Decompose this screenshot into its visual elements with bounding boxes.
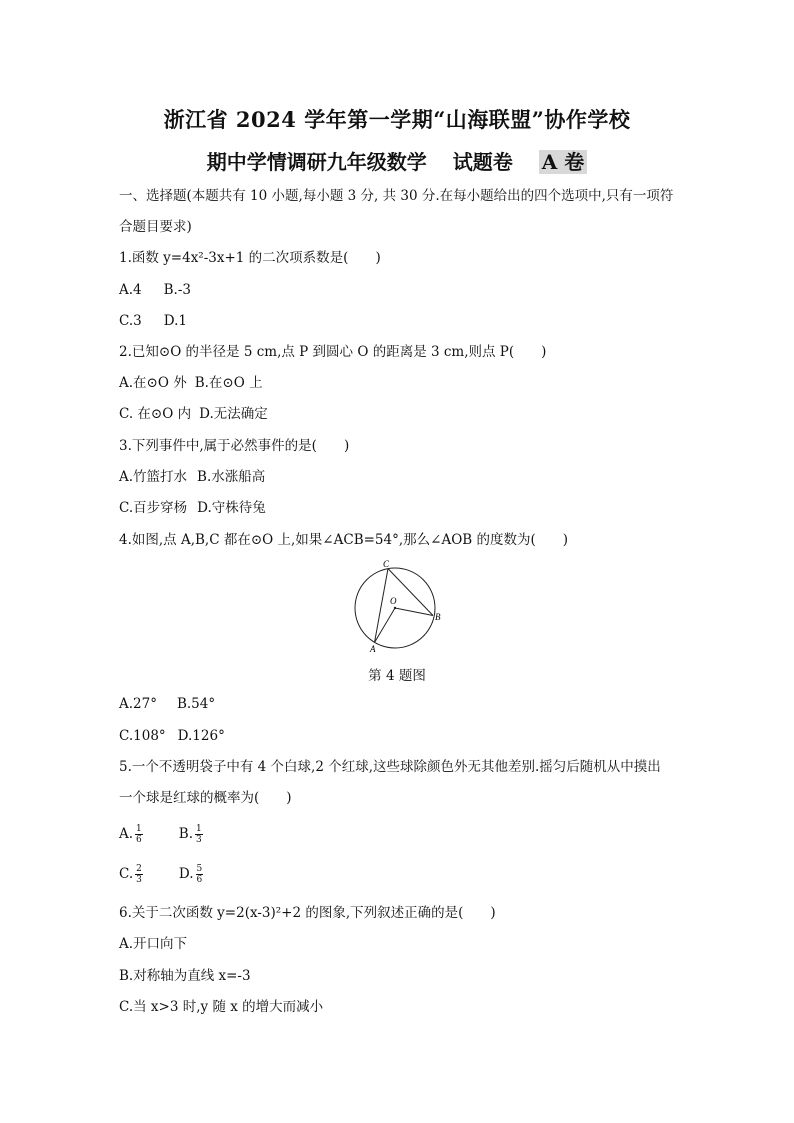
q4-options-row2 (119, 727, 225, 745)
q1-option-b: B.-3 (163, 282, 192, 298)
fraction-numerator: 1 (196, 824, 202, 834)
fraction-denominator: 3 (136, 875, 142, 885)
subtitle-main: 期中学情调研九年级数学 (206, 150, 427, 174)
q5-option-a-fraction (135, 824, 143, 845)
q5-option-b-fraction (195, 824, 203, 845)
q5-options-row1 (119, 824, 203, 845)
label-b: B (435, 612, 441, 622)
q3-option-b: B.水涨船高 (197, 469, 266, 485)
fraction-numerator: 2 (136, 864, 142, 874)
q3-option-c: C.百步穿杨 (119, 500, 188, 516)
q5-option-c (119, 864, 143, 885)
label-o: O (390, 596, 397, 606)
center-point (394, 607, 396, 609)
q1-option-d: D.1 (163, 313, 187, 329)
fraction-numerator: 5 (196, 864, 203, 874)
q5-option-d-fraction (196, 864, 204, 885)
q4-option-c: C.108° (119, 728, 166, 744)
q4-figure-caption: 第 4 题图 (368, 668, 426, 684)
q2-option-b: B.在⊙O 上 (194, 375, 263, 391)
q3-stem: 3.下列事件中,属于必然事件的是( ) (119, 438, 350, 454)
q4-circle-figure (345, 558, 445, 658)
q2-option-c: C. 在⊙O 内 (119, 406, 192, 422)
label-c: C (383, 559, 390, 569)
q4-options-row1 (119, 695, 215, 713)
q5-option-c-fraction (135, 864, 143, 885)
fraction-denominator: 6 (136, 835, 142, 845)
q1-stem: 1.函数 y=4x²-3x+1 的二次项系数是( ) (119, 250, 381, 266)
q2-option-a: A.在⊙O 外 (119, 375, 187, 391)
q5-options-row2 (119, 864, 203, 885)
q2-options-row1 (119, 374, 263, 392)
subtitle-part: 试题卷 (452, 150, 513, 174)
q5-option-b (179, 824, 203, 845)
paper-version-tag: A 卷 (539, 150, 587, 174)
q6-option-b: B.对称轴为直线 x=-3 (119, 968, 251, 984)
fraction-numerator: 1 (136, 824, 142, 834)
q1-options-row1 (119, 281, 191, 299)
q6-stem: 6.关于二次函数 y=2(x-3)²+2 的图象,下列叙述正确的是( ) (119, 905, 496, 921)
q3-options-row2 (119, 499, 266, 517)
exam-title: 浙江省 2024 学年第一学期“山海联盟”协作学校 (163, 107, 631, 132)
q5-option-a (119, 824, 143, 845)
q4-stem: 4.如图,点 A,B,C 都在⊙O 上,如果∠ACB=54°,那么∠AOB 的度数为( ) (119, 532, 569, 548)
q6-option-a: A.开口向下 (119, 936, 188, 952)
q1-option-a: A.4 (119, 282, 142, 298)
q2-stem: 2.已知⊙O 的半径是 5 cm,点 P 到圆心 O 的距离是 3 cm,则点 P( ) (119, 344, 547, 360)
fraction-denominator: 6 (196, 875, 203, 885)
q3-option-a: A.竹篮打水 (119, 469, 188, 485)
q6-option-c: C.当 x>3 时,y 随 x 的增大而减小 (119, 999, 324, 1015)
q1-options-row2 (119, 312, 187, 330)
q1-option-c: C.3 (119, 313, 142, 329)
q5-option-d (179, 864, 203, 885)
q2-options-row2 (119, 405, 268, 423)
q5-stem-line2: 一个球是红球的概率为( ) (119, 790, 292, 806)
q3-options-row1 (119, 468, 265, 486)
q5-option-b-label: B. (178, 826, 193, 842)
q2-option-d: D.无法确定 (199, 406, 268, 422)
q5-option-c-label: C. (119, 866, 134, 882)
label-a: A (370, 644, 376, 654)
q5-option-a-label: A. (119, 826, 134, 842)
exam-subtitle (0, 146, 794, 175)
q5-option-d-label: D. (178, 866, 194, 882)
section-heading-line1: 一、选择题(本题共有 10 小题,每小题 3 分, 共 30 分.在每小题给出的四个选项中,只有一项符 (119, 188, 674, 204)
q4-option-a: A.27° (119, 696, 157, 712)
q3-option-d: D.守株待兔 (197, 500, 266, 516)
section-heading-line2: 合题目要求) (119, 219, 192, 235)
q4-option-d: D.126° (177, 728, 225, 744)
q5-stem-line1: 5.一个不透明袋子中有 4 个白球,2 个红球,这些球除颜色外无其他差别.摇匀后随机从中摸出 (119, 759, 661, 775)
q4-option-b: B.54° (176, 696, 216, 712)
fraction-denominator: 3 (196, 835, 202, 845)
